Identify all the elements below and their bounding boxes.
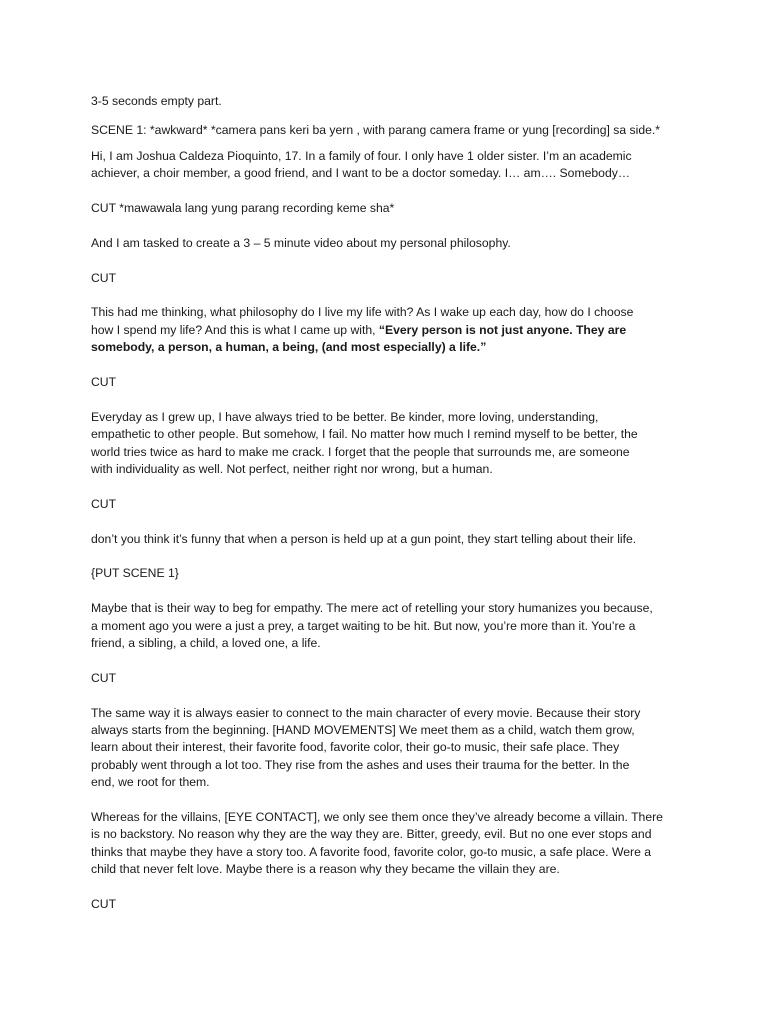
paragraph-cut: CUT: [91, 270, 117, 285]
paragraph-intro-note: 3-5 seconds empty part.: [91, 94, 222, 108]
paragraph-villains: Whereas for the villains, [EYE CONTACT], we only see them once they’ve already become a villain. There is no backstory. No reason why they are the way they are. Bitter, greedy, evil. But no one ever stops and thinks that maybe they have a story too. A favorite food, favorite color, go-to music, a safe place. Were a child that never felt love. Maybe there is a reason why they became the villain they are.: [91, 810, 663, 877]
paragraph-cut: CUT: [91, 670, 117, 685]
philosophy-quote: “Every person is not just anyone. They are somebody, a person, a human, a being, (and most especially) a life.”: [91, 322, 627, 355]
paragraph-philosophy: [91, 304, 691, 356]
paragraph-empathy: Maybe that is their way to beg for empathy. The mere act of retelling your story humanizes you because, a moment ago you were a just a prey, a target waiting to be hit. But now, you’re more than it. You’re a friend, a sibling, a child, a loved one, a life.: [91, 601, 653, 651]
paragraph-self-introduction: Hi, I am Joshua Caldeza Pioquinto, 17. In a family of four. I only have 1 older sister. I’m an academic achiever, a choir member, a good friend, and I want to be a doctor someday. I… am…. Somebody…: [91, 148, 632, 181]
paragraph-main-character: The same way it is always easier to connect to the main character of every movie. Because their story always starts from the beginning. [HAND MOVEMENTS] We meet them as a child, watch them grow, learn about their interest, their favorite food, favorite color, their go-to music, their safe place. They probably went through a lot too. They rise from the ashes and uses their trauma for the better. In the end, we root for them.: [91, 705, 641, 790]
paragraph-cut: CUT: [91, 897, 117, 912]
paragraph-scene-1: SCENE 1: *awkward* *camera pans keri ba yern , with parang camera frame or yung [recording] sa side.*: [91, 123, 661, 138]
paragraph-task: And I am tasked to create a 3 – 5 minute video about my personal philosophy.: [91, 235, 511, 250]
philosophy-text: This had me thinking, what philosophy do I live my life with? As I wake up each day, how do I choose how I spend my life? And this is what I came up with,: [91, 305, 634, 337]
paragraph-cut: CUT: [91, 375, 117, 390]
paragraph-cut: CUT: [91, 496, 117, 511]
paragraph-gun-point: don’t you think it’s funny that when a person is held up at a gun point, they start telling about their life.: [91, 531, 637, 546]
paragraph-growing-up: Everyday as I grew up, I have always tried to be better. Be kinder, more loving, understanding, empathetic to other people. But somehow, I fail. No matter how much I remind myself to be better, the world tries twice as hard to make me crack. I forget that the people that surrounds me, are someone with individuality as well. Not perfect, neither right nor wrong, but a human.: [91, 409, 638, 477]
paragraph-put-scene: {PUT SCENE 1}: [91, 566, 179, 581]
document-page: [91, 93, 691, 931]
paragraph-cut-recording: CUT *mawawala lang yung parang recording keme sha*: [91, 201, 395, 216]
